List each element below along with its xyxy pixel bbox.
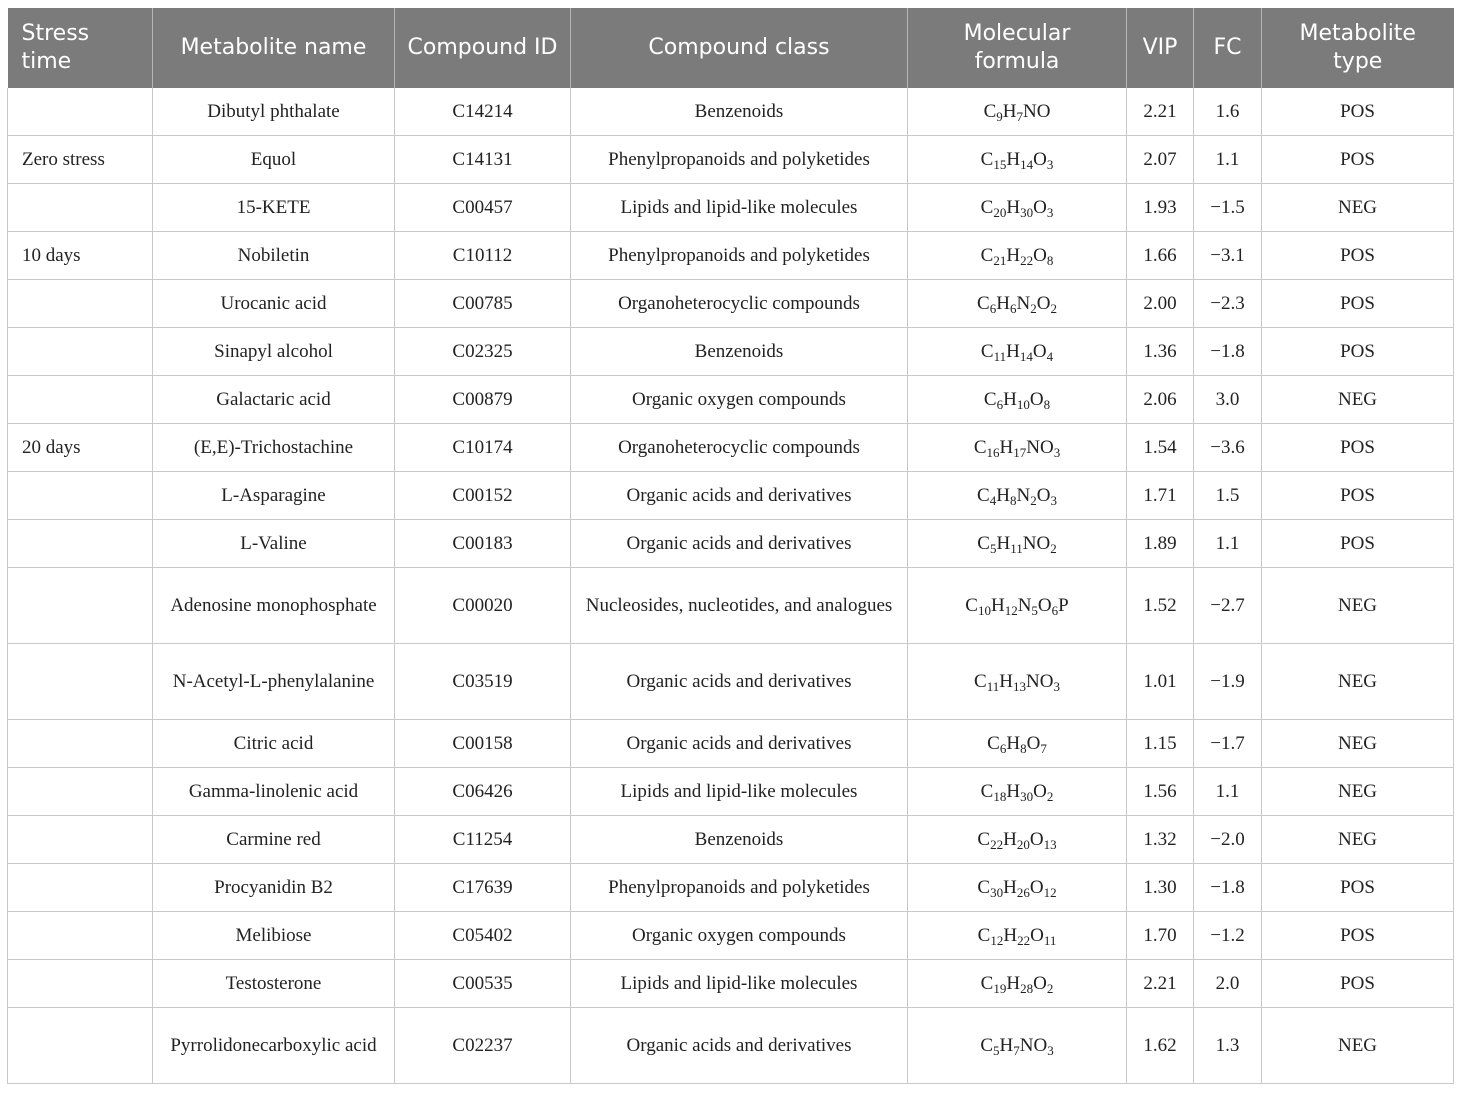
stress-time-cell [8, 644, 153, 720]
fc-cell: −2.7 [1194, 568, 1262, 644]
metabolite-name-cell: Urocanic acid [153, 280, 395, 328]
compound-id-cell: C10174 [395, 424, 571, 472]
compound-class-cell: Benzenoids [571, 88, 908, 136]
fc-cell: −1.8 [1194, 864, 1262, 912]
fc-cell: 1.1 [1194, 136, 1262, 184]
fc-cell: −1.2 [1194, 912, 1262, 960]
compound-id-cell: C00879 [395, 376, 571, 424]
stress-time-cell [8, 816, 153, 864]
metabolite-name-cell: Dibutyl phthalate [153, 88, 395, 136]
table-row [8, 568, 1454, 644]
stress-time-cell [8, 376, 153, 424]
metabolite-type-cell: NEG [1262, 644, 1454, 720]
vip-cell: 1.54 [1127, 424, 1194, 472]
fc-cell: −3.6 [1194, 424, 1262, 472]
metabolite-name-cell: Melibiose [153, 912, 395, 960]
metabolite-name-cell: (E,E)-Trichostachine [153, 424, 395, 472]
molecular-formula-cell: $C_6H_6N_2O_2$ [908, 280, 1127, 328]
vip-cell: 1.71 [1127, 472, 1194, 520]
compound-class-cell: Organic oxygen compounds [571, 376, 908, 424]
compound-class-cell: Lipids and lipid-like molecules [571, 184, 908, 232]
metabolite-type-cell: POS [1262, 960, 1454, 1008]
table-row [8, 184, 1454, 232]
table-row [8, 768, 1454, 816]
vip-cell: 1.56 [1127, 768, 1194, 816]
compound-id-cell: C00158 [395, 720, 571, 768]
molecular-formula-cell: $C_{16}H_{17}NO_3$ [908, 424, 1127, 472]
metabolite-type-cell: POS [1262, 232, 1454, 280]
stress-time-cell: Zero stress [8, 136, 153, 184]
metabolite-type-cell: POS [1262, 328, 1454, 376]
stress-time-cell: 10 days [8, 232, 153, 280]
molecular-formula-cell: $C_{22}H_{20}O_{13}$ [908, 816, 1127, 864]
compound-id-cell: C02325 [395, 328, 571, 376]
metabolite-type-cell: POS [1262, 912, 1454, 960]
stress-time-cell [8, 912, 153, 960]
fc-cell: −1.9 [1194, 644, 1262, 720]
compound-class-cell: Phenylpropanoids and polyketides [571, 136, 908, 184]
metabolite-type-cell: NEG [1262, 1008, 1454, 1084]
metabolite-table [7, 8, 1454, 1084]
fc-cell: −1.7 [1194, 720, 1262, 768]
stress-time-cell [8, 568, 153, 644]
compound-class-cell: Organic acids and derivatives [571, 720, 908, 768]
metabolite-name-cell: Adenosine monophosphate [153, 568, 395, 644]
table-row [8, 720, 1454, 768]
metabolite-name-cell: Sinapyl alcohol [153, 328, 395, 376]
metabolite-name-cell: Procyanidin B2 [153, 864, 395, 912]
compound-id-cell: C00183 [395, 520, 571, 568]
metabolite-type-cell: NEG [1262, 568, 1454, 644]
vip-cell: 1.89 [1127, 520, 1194, 568]
table-row [8, 136, 1454, 184]
metabolite-type-cell: NEG [1262, 376, 1454, 424]
header-compound-class: Compound class [571, 8, 908, 88]
vip-cell: 1.30 [1127, 864, 1194, 912]
fc-cell: −1.5 [1194, 184, 1262, 232]
vip-cell: 1.15 [1127, 720, 1194, 768]
compound-id-cell: C00457 [395, 184, 571, 232]
stress-time-cell [8, 864, 153, 912]
molecular-formula-cell: $C_{19}H_{28}O_2$ [908, 960, 1127, 1008]
vip-cell: 2.06 [1127, 376, 1194, 424]
table-row [8, 280, 1454, 328]
metabolite-name-cell: N-Acetyl-L-phenylalanine [153, 644, 395, 720]
molecular-formula-cell: $C_{10}H_{12}N_5O_6P$ [908, 568, 1127, 644]
stress-time-cell [8, 960, 153, 1008]
stress-time-cell [8, 88, 153, 136]
metabolite-type-cell: NEG [1262, 184, 1454, 232]
fc-cell: 1.6 [1194, 88, 1262, 136]
vip-cell: 1.01 [1127, 644, 1194, 720]
header-stress-time: Stress time [8, 8, 153, 88]
vip-cell: 1.93 [1127, 184, 1194, 232]
compound-class-cell: Organic acids and derivatives [571, 1008, 908, 1084]
compound-id-cell: C06426 [395, 768, 571, 816]
table-row [8, 424, 1454, 472]
vip-cell: 2.00 [1127, 280, 1194, 328]
compound-class-cell: Benzenoids [571, 328, 908, 376]
compound-id-cell: C00785 [395, 280, 571, 328]
molecular-formula-cell: $C_5H_{11}NO_2$ [908, 520, 1127, 568]
metabolite-type-cell: POS [1262, 424, 1454, 472]
compound-id-cell: C00535 [395, 960, 571, 1008]
metabolite-name-cell: Carmine red [153, 816, 395, 864]
metabolite-type-cell: POS [1262, 88, 1454, 136]
fc-cell: −2.3 [1194, 280, 1262, 328]
header-vip: VIP [1127, 8, 1194, 88]
stress-time-cell: 20 days [8, 424, 153, 472]
table-row [8, 232, 1454, 280]
metabolite-name-cell: Galactaric acid [153, 376, 395, 424]
header-metabolite-type: Metabolite type [1262, 8, 1454, 88]
compound-class-cell: Organoheterocyclic compounds [571, 280, 908, 328]
molecular-formula-cell: $C_9H_7NO$ [908, 88, 1127, 136]
table-row [8, 1008, 1454, 1084]
stress-time-cell [8, 328, 153, 376]
header-compound-id: Compound ID [395, 8, 571, 88]
header-molecular-formula: Molecular formula [908, 8, 1127, 88]
stress-time-cell [8, 472, 153, 520]
compound-id-cell: C05402 [395, 912, 571, 960]
compound-class-cell: Organoheterocyclic compounds [571, 424, 908, 472]
molecular-formula-cell: $C_{21}H_{22}O_8$ [908, 232, 1127, 280]
metabolite-type-cell: POS [1262, 280, 1454, 328]
vip-cell: 1.36 [1127, 328, 1194, 376]
vip-cell: 2.07 [1127, 136, 1194, 184]
compound-class-cell: Organic acids and derivatives [571, 644, 908, 720]
compound-class-cell: Organic acids and derivatives [571, 520, 908, 568]
fc-cell: −1.8 [1194, 328, 1262, 376]
compound-id-cell: C03519 [395, 644, 571, 720]
compound-class-cell: Organic oxygen compounds [571, 912, 908, 960]
metabolite-type-cell: NEG [1262, 768, 1454, 816]
fc-cell: 2.0 [1194, 960, 1262, 1008]
stress-time-cell [8, 520, 153, 568]
table-row [8, 816, 1454, 864]
metabolite-name-cell: 15-KETE [153, 184, 395, 232]
compound-id-cell: C00020 [395, 568, 571, 644]
compound-class-cell: Phenylpropanoids and polyketides [571, 232, 908, 280]
metabolite-type-cell: POS [1262, 520, 1454, 568]
header-fc: FC [1194, 8, 1262, 88]
table-row [8, 864, 1454, 912]
compound-id-cell: C10112 [395, 232, 571, 280]
molecular-formula-cell: $C_{18}H_{30}O_2$ [908, 768, 1127, 816]
metabolite-name-cell: Nobiletin [153, 232, 395, 280]
table-header-row [8, 8, 1454, 88]
stress-time-cell [8, 768, 153, 816]
stress-time-cell [8, 720, 153, 768]
metabolite-name-cell: Testosterone [153, 960, 395, 1008]
compound-id-cell: C17639 [395, 864, 571, 912]
compound-class-cell: Benzenoids [571, 816, 908, 864]
vip-cell: 2.21 [1127, 88, 1194, 136]
header-metabolite-name: Metabolite name [153, 8, 395, 88]
table-row [8, 328, 1454, 376]
metabolite-name-cell: Citric acid [153, 720, 395, 768]
table-row [8, 912, 1454, 960]
stress-time-cell [8, 1008, 153, 1084]
vip-cell: 1.32 [1127, 816, 1194, 864]
metabolite-type-cell: NEG [1262, 816, 1454, 864]
metabolite-name-cell: Equol [153, 136, 395, 184]
stress-time-cell [8, 280, 153, 328]
table-body [8, 88, 1454, 1084]
table-row [8, 520, 1454, 568]
table-row [8, 644, 1454, 720]
metabolite-name-cell: L-Asparagine [153, 472, 395, 520]
vip-cell: 1.66 [1127, 232, 1194, 280]
vip-cell: 1.52 [1127, 568, 1194, 644]
compound-id-cell: C00152 [395, 472, 571, 520]
stress-time-cell [8, 184, 153, 232]
compound-class-cell: Phenylpropanoids and polyketides [571, 864, 908, 912]
molecular-formula-cell: $C_{15}H_{14}O_3$ [908, 136, 1127, 184]
molecular-formula-cell: $C_{20}H_{30}O_3$ [908, 184, 1127, 232]
vip-cell: 1.62 [1127, 1008, 1194, 1084]
metabolite-name-cell: Pyrrolidonecarboxylic acid [153, 1008, 395, 1084]
molecular-formula-cell: $C_6H_{10}O_8$ [908, 376, 1127, 424]
metabolite-type-cell: POS [1262, 864, 1454, 912]
vip-cell: 2.21 [1127, 960, 1194, 1008]
table-row [8, 88, 1454, 136]
compound-id-cell: C14131 [395, 136, 571, 184]
fc-cell: 3.0 [1194, 376, 1262, 424]
compound-class-cell: Lipids and lipid-like molecules [571, 768, 908, 816]
table-row [8, 472, 1454, 520]
metabolite-name-cell: Gamma-linolenic acid [153, 768, 395, 816]
molecular-formula-cell: $C_{11}H_{13}NO_3$ [908, 644, 1127, 720]
table-row [8, 960, 1454, 1008]
metabolite-name-cell: L-Valine [153, 520, 395, 568]
compound-id-cell: C02237 [395, 1008, 571, 1084]
molecular-formula-cell: $C_6H_8O_7$ [908, 720, 1127, 768]
molecular-formula-cell: $C_4H_8N_2O_3$ [908, 472, 1127, 520]
molecular-formula-cell: $C_{11}H_{14}O_4$ [908, 328, 1127, 376]
molecular-formula-cell: $C_{12}H_{22}O_{11}$ [908, 912, 1127, 960]
molecular-formula-cell: $C_{30}H_{26}O_{12}$ [908, 864, 1127, 912]
metabolite-type-cell: POS [1262, 136, 1454, 184]
compound-class-cell: Nucleosides, nucleotides, and analogues [571, 568, 908, 644]
fc-cell: −2.0 [1194, 816, 1262, 864]
fc-cell: 1.1 [1194, 768, 1262, 816]
fc-cell: 1.1 [1194, 520, 1262, 568]
compound-id-cell: C11254 [395, 816, 571, 864]
compound-id-cell: C14214 [395, 88, 571, 136]
compound-class-cell: Organic acids and derivatives [571, 472, 908, 520]
table-row [8, 376, 1454, 424]
vip-cell: 1.70 [1127, 912, 1194, 960]
molecular-formula-cell: $C_5H_7NO_3$ [908, 1008, 1127, 1084]
metabolite-type-cell: POS [1262, 472, 1454, 520]
fc-cell: 1.5 [1194, 472, 1262, 520]
compound-class-cell: Lipids and lipid-like molecules [571, 960, 908, 1008]
fc-cell: −3.1 [1194, 232, 1262, 280]
metabolite-type-cell: NEG [1262, 720, 1454, 768]
fc-cell: 1.3 [1194, 1008, 1262, 1084]
